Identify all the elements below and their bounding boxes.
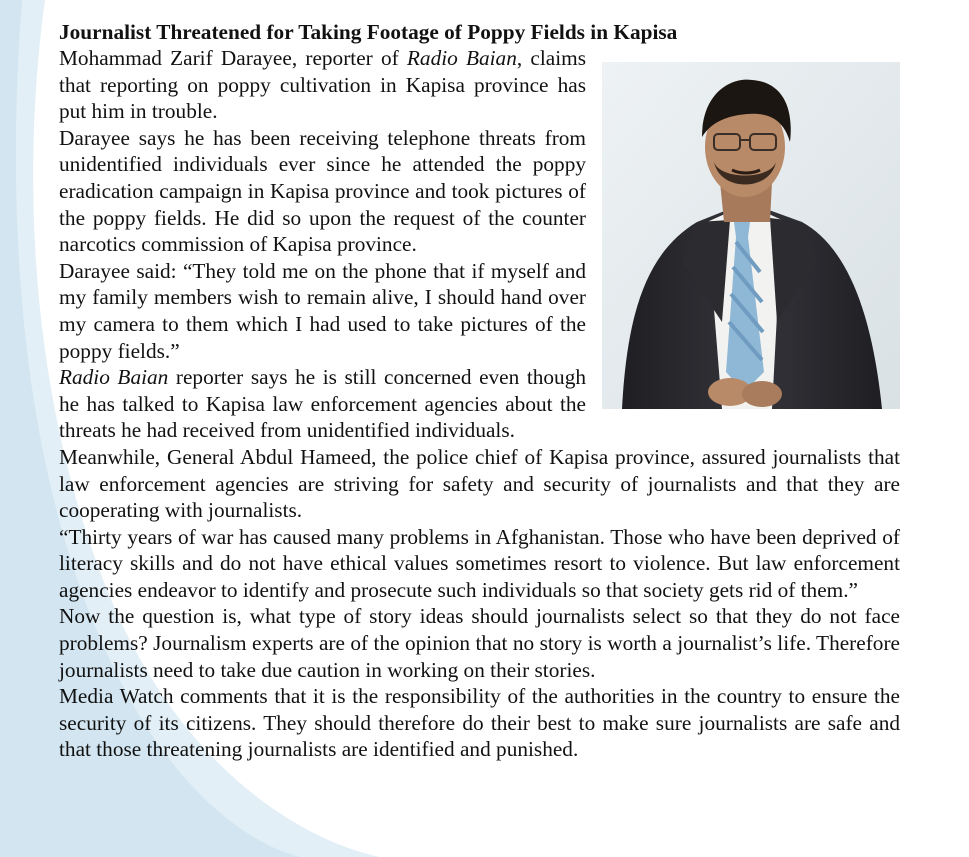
reporter-photo-image bbox=[602, 62, 900, 409]
paragraph-6 bbox=[59, 524, 900, 604]
paragraph-7-text: Now the question is, what type of story ideas should journalists select so that they do not face problems? Journalism experts are of the opinion that no story is worth a journalist’s life. Therefore journalists need to take due caution in working on their stories. bbox=[59, 604, 900, 682]
paragraph-3-quote: Darayee said: “They told me on the phone that if myself and my family members wish to remain alive, I should hand over my camera to them which I had used to take pictures of the poppy fields.” bbox=[59, 258, 586, 363]
paragraph-8-text: Media Watch comments that it is the responsibility of the authorities in the country to ensure the security of its citizens. They should therefore do their best to make sure journalists are safe and that those threatening journalists are identified and punished. bbox=[59, 684, 900, 762]
paragraph-1-part-3: , claims that reporting on poppy cultivation in Kapisa province has put him in trouble. bbox=[59, 46, 586, 124]
paragraph-6-quote: “Thirty years of war has caused many problems in Afghanistan. Those who have been deprived of literacy skills and do not have ethical values sometimes resort to violence. But law enforcement agencies endeavor to identify and prosecute such individuals so that society gets rid of them.” bbox=[59, 524, 900, 602]
publication-name-2: Radio Baian bbox=[59, 365, 169, 390]
paragraph-2-text: Darayee says he has been receiving telephone threats from unidentified individuals ever since he attended the poppy eradication campaign in Kapisa province and took pictures of the poppy fields. He did so upon the request of the counter narcotics commission of Kapisa province. bbox=[59, 125, 586, 257]
paragraph-1-part-1: Mohammad Zarif Darayee, reporter of bbox=[59, 46, 407, 70]
paragraph-7 bbox=[59, 603, 900, 683]
article-headline: Journalist Threatened for Taking Footage of Poppy Fields in Kapisa bbox=[59, 20, 678, 44]
reporter-photo bbox=[602, 62, 900, 409]
paragraph-5-text: Meanwhile, General Abdul Hameed, the police chief of Kapisa province, assured journalists that law enforcement agencies are striving for safety and security of journalists and that they are cooperating with journalists. bbox=[59, 444, 900, 523]
paragraph-8 bbox=[59, 683, 900, 763]
paragraph-5 bbox=[59, 444, 900, 524]
article bbox=[59, 19, 900, 763]
paragraph-4-text: reporter says he is still concerned even though he has talked to Kapisa law enforcement agencies about the threats he had received from unidentified individuals. bbox=[59, 365, 586, 443]
publication-name: Radio Baian bbox=[406, 46, 517, 70]
